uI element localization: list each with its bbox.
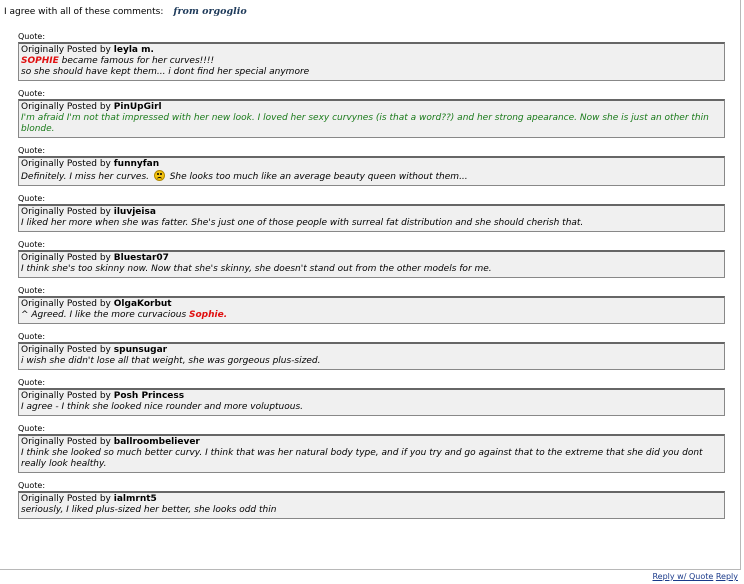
- quote-label: Quote:: [18, 32, 46, 41]
- post-header: [4, 6, 247, 20]
- posted-by-prefix: Originally Posted by: [21, 437, 111, 447]
- quote-body: [21, 402, 722, 413]
- quote-block: [18, 89, 725, 138]
- quote-attribution: [21, 207, 722, 218]
- quote-label: Quote:: [18, 89, 46, 98]
- quote-label: Quote:: [18, 240, 46, 249]
- post-footer: [652, 572, 738, 581]
- quote-text: I think she's too skinny now. Now that she's skinny, she doesn't stand out from the other models for me.: [21, 264, 492, 274]
- quote-text: I'm afraid I'm not that impressed with her new look. I loved her sexy curvynes (is that a word??) and her strong apearance. Now she is just an other thin blonde.: [21, 113, 709, 134]
- posted-by-prefix: Originally Posted by: [21, 102, 111, 112]
- quotes-list: [18, 32, 725, 519]
- quote-body: [21, 448, 722, 470]
- quote-attribution: [21, 102, 722, 113]
- quote-attribution: [21, 299, 722, 310]
- posted-by-prefix: Originally Posted by: [21, 45, 111, 55]
- posted-by-prefix: Originally Posted by: [21, 159, 111, 169]
- quote-attribution: [21, 45, 722, 56]
- quote-label: Quote:: [18, 332, 46, 341]
- quote-label: Quote:: [18, 194, 46, 203]
- quote-block: [18, 378, 725, 416]
- quote-box: [18, 99, 725, 138]
- quote-block: [18, 194, 725, 232]
- quote-label: Quote:: [18, 286, 46, 295]
- quote-block: [18, 286, 725, 324]
- quote-label: Quote:: [18, 378, 46, 387]
- post-intro-text: I agree with all of these comments:: [4, 7, 164, 17]
- quote-author: ialmrnt5: [113, 494, 157, 504]
- quote-box: [18, 296, 725, 324]
- quote-text: seriously, I liked plus-sized her better, she looks odd thin: [21, 505, 277, 515]
- quote-block: [18, 481, 725, 519]
- quote-attribution: [21, 494, 722, 505]
- quote-author: ballroombeliever: [113, 437, 200, 447]
- quote-block: [18, 240, 725, 278]
- quote-text: so she should have kept them... i dont find her special anymore: [21, 67, 310, 77]
- quote-block: [18, 424, 725, 473]
- quote-body: [21, 356, 722, 367]
- sad-smiley-icon: [154, 170, 165, 181]
- quote-label: Quote:: [18, 146, 46, 155]
- quote-box: [18, 491, 725, 519]
- quote-box: [18, 42, 725, 81]
- quote-author: Bluestar07: [113, 253, 169, 263]
- quote-body: [21, 113, 722, 135]
- quote-attribution: [21, 253, 722, 264]
- quote-box: [18, 388, 725, 416]
- quote-body: [21, 505, 722, 516]
- quote-text: became famous for her curves!!!!: [58, 56, 215, 66]
- quote-box: [18, 250, 725, 278]
- quote-block: [18, 332, 725, 370]
- quote-label: Quote:: [18, 424, 46, 433]
- posted-by-prefix: Originally Posted by: [21, 253, 111, 263]
- quote-author: funnyfan: [113, 159, 160, 169]
- quote-attribution: [21, 159, 722, 170]
- posted-by-prefix: Originally Posted by: [21, 391, 111, 401]
- quote-box: [18, 434, 725, 473]
- quote-author: iluvjeisa: [113, 207, 156, 217]
- highlighted-name: SOPHIE: [21, 56, 59, 66]
- quote-text: I agree - I think she looked nice rounder and more voluptuous.: [21, 402, 304, 412]
- quote-author: leyla m.: [113, 45, 154, 55]
- quote-attribution: [21, 345, 722, 356]
- quote-block: [18, 32, 725, 81]
- quote-body: [21, 56, 722, 78]
- quote-body: [21, 170, 722, 183]
- quote-text: i wish she didn't lose all that weight, she was gorgeous plus-sized.: [21, 356, 321, 366]
- quote-block: [18, 146, 725, 186]
- quote-box: [18, 156, 725, 186]
- quote-author: PinUpGirl: [113, 102, 162, 112]
- posted-by-prefix: Originally Posted by: [21, 345, 111, 355]
- highlighted-name: Sophie.: [189, 310, 228, 320]
- posted-by-prefix: Originally Posted by: [21, 494, 111, 504]
- quote-text: I liked her more when she was fatter. She's just one of those people with surreal fat distribution and she should cherish that.: [21, 218, 584, 228]
- quote-author: Posh Princess: [113, 391, 185, 401]
- quote-attribution: [21, 437, 722, 448]
- posted-by-prefix: Originally Posted by: [21, 207, 111, 217]
- quote-box: [18, 204, 725, 232]
- quote-text: Definitely. I miss her curves.: [21, 172, 152, 182]
- quote-box: [18, 342, 725, 370]
- quote-body: [21, 264, 722, 275]
- quote-body: [21, 310, 722, 321]
- quote-text: I think she looked so much better curvy. I think that was her natural body type, and if you try and go against that to the extreme that she did you dont really look healthy.: [21, 448, 703, 469]
- from-author-text: from orgoglio: [173, 6, 247, 17]
- quote-body: [21, 218, 722, 229]
- quote-text: ^ Agreed. I like the more curvacious: [21, 310, 190, 320]
- reply-link[interactable]: Reply: [715, 572, 738, 581]
- quote-label: Quote:: [18, 481, 46, 490]
- reply-with-quote-link[interactable]: Reply w/ Quote: [652, 572, 714, 581]
- quote-author: OlgaKorbut: [113, 299, 172, 309]
- quote-attribution: [21, 391, 722, 402]
- quote-text: She looks too much like an average beauty queen without them...: [166, 172, 468, 182]
- quote-author: spunsugar: [113, 345, 168, 355]
- posted-by-prefix: Originally Posted by: [21, 299, 111, 309]
